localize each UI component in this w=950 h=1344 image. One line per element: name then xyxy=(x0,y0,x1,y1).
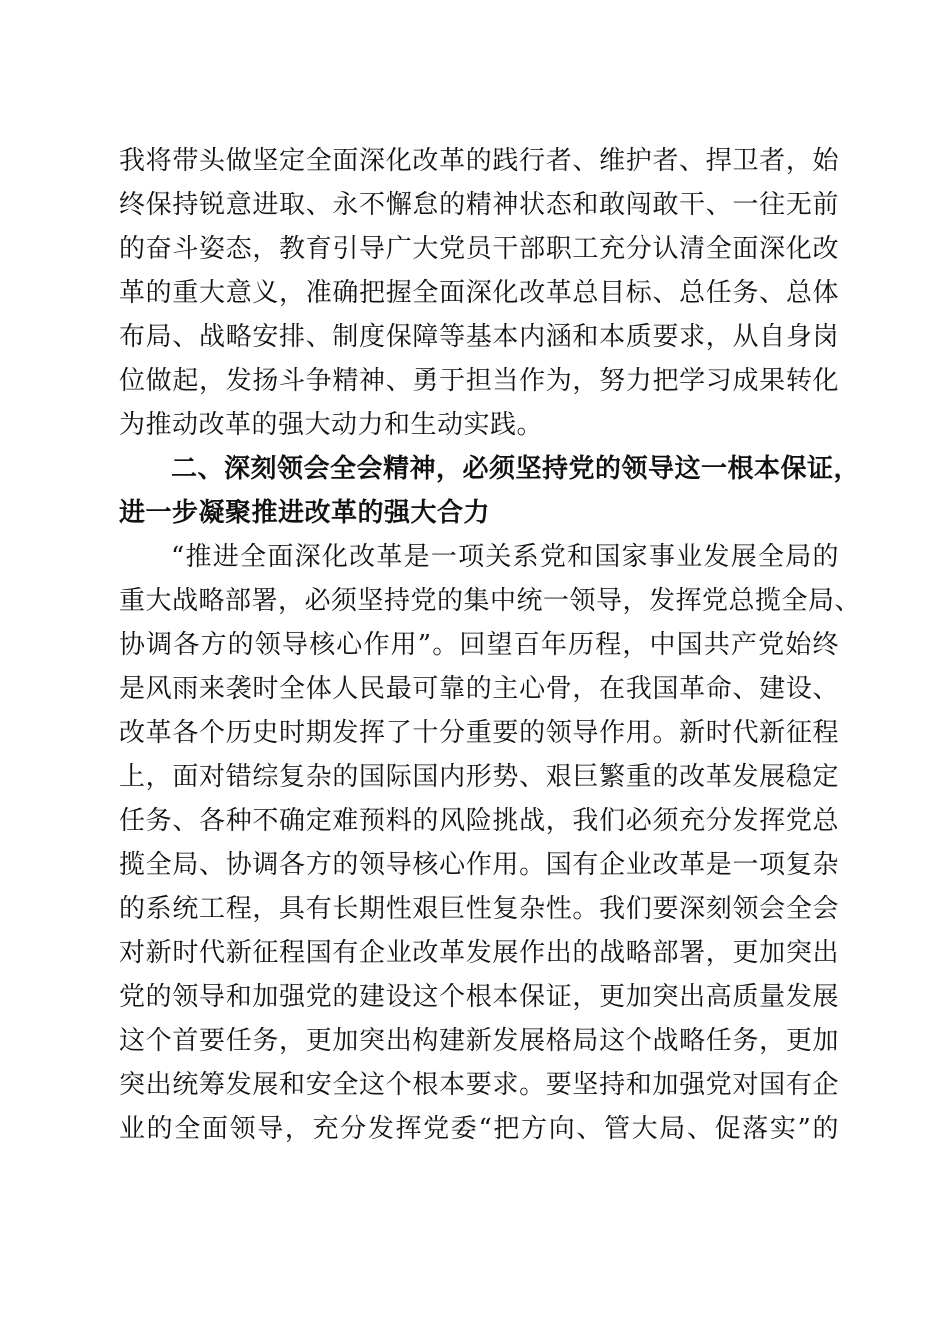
paragraph-2-line-2: 重大战略部署，必须坚持党的集中统一领导，发挥党总揽全局、 xyxy=(119,586,862,616)
paragraph-2-line-11: 党的领导和加强党的建设这个根本保证，更加突出高质量发展 xyxy=(119,982,839,1012)
paragraph-2-line-13: 突出统筹发展和安全这个根本要求。要坚持和加强党对国有企 xyxy=(119,1070,839,1100)
paragraph-2-line-1: “推进全面深化改革是一项关系党和国家事业发展全局的 xyxy=(171,542,839,572)
paragraph-2-line-8: 揽全局、协调各方的领导核心作用。国有企业改革是一项复杂 xyxy=(119,850,839,880)
paragraph-1-line-1: 我将带头做坚定全面深化改革的践行者、维护者、捍卫者，始 xyxy=(119,146,839,176)
paragraph-2-line-12: 这个首要任务，更加突出构建新发展格局这个战略任务，更加 xyxy=(119,1026,839,1056)
paragraph-2-line-3: 协调各方的领导核心作用”。回望百年历程，中国共产党始终 xyxy=(119,630,839,660)
section-heading-line-2: 进一步凝聚推进改革的强大合力 xyxy=(119,498,491,528)
paragraph-2-line-4: 是风雨来袭时全体人民最可靠的主心骨，在我国革命、建设、 xyxy=(119,674,839,704)
paragraph-2-line-5: 改革各个历史时期发挥了十分重要的领导作用。新时代新征程 xyxy=(119,718,839,748)
paragraph-1-line-3: 的奋斗姿态，教育引导广大党员干部职工充分认清全面深化改 xyxy=(119,234,839,264)
paragraph-2-line-7: 任务、各种不确定难预料的风险挑战，我们必须充分发挥党总 xyxy=(119,806,839,836)
paragraph-2-line-14: 业的全面领导，充分发挥党委“把方向、管大局、促落实”的 xyxy=(119,1114,839,1144)
section-heading-line-1: 二、深刻领会全会精神，必须坚持党的领导这一根本保证， xyxy=(171,454,861,484)
paragraph-1-line-2: 终保持锐意进取、永不懈怠的精神状态和敢闯敢干、一往无前 xyxy=(119,190,839,220)
paragraph-2-line-10: 对新时代新征程国有企业改革发展作出的战略部署，更加突出 xyxy=(119,938,839,968)
paragraph-1-line-5: 布局、战略安排、制度保障等基本内涵和本质要求，从自身岗 xyxy=(119,322,839,352)
paragraph-1-line-6: 位做起，发扬斗争精神、勇于担当作为，努力把学习成果转化 xyxy=(119,366,839,396)
paragraph-1-line-7: 为推动改革的强大动力和生动实践。 xyxy=(119,410,544,440)
paragraph-1-line-4: 革的重大意义，准确把握全面深化改革总目标、总任务、总体 xyxy=(119,278,839,308)
paragraph-2-line-9: 的系统工程，具有长期性艰巨性复杂性。我们要深刻领会全会 xyxy=(119,894,839,924)
paragraph-2-line-6: 上，面对错综复杂的国际国内形势、艰巨繁重的改革发展稳定 xyxy=(119,762,839,792)
